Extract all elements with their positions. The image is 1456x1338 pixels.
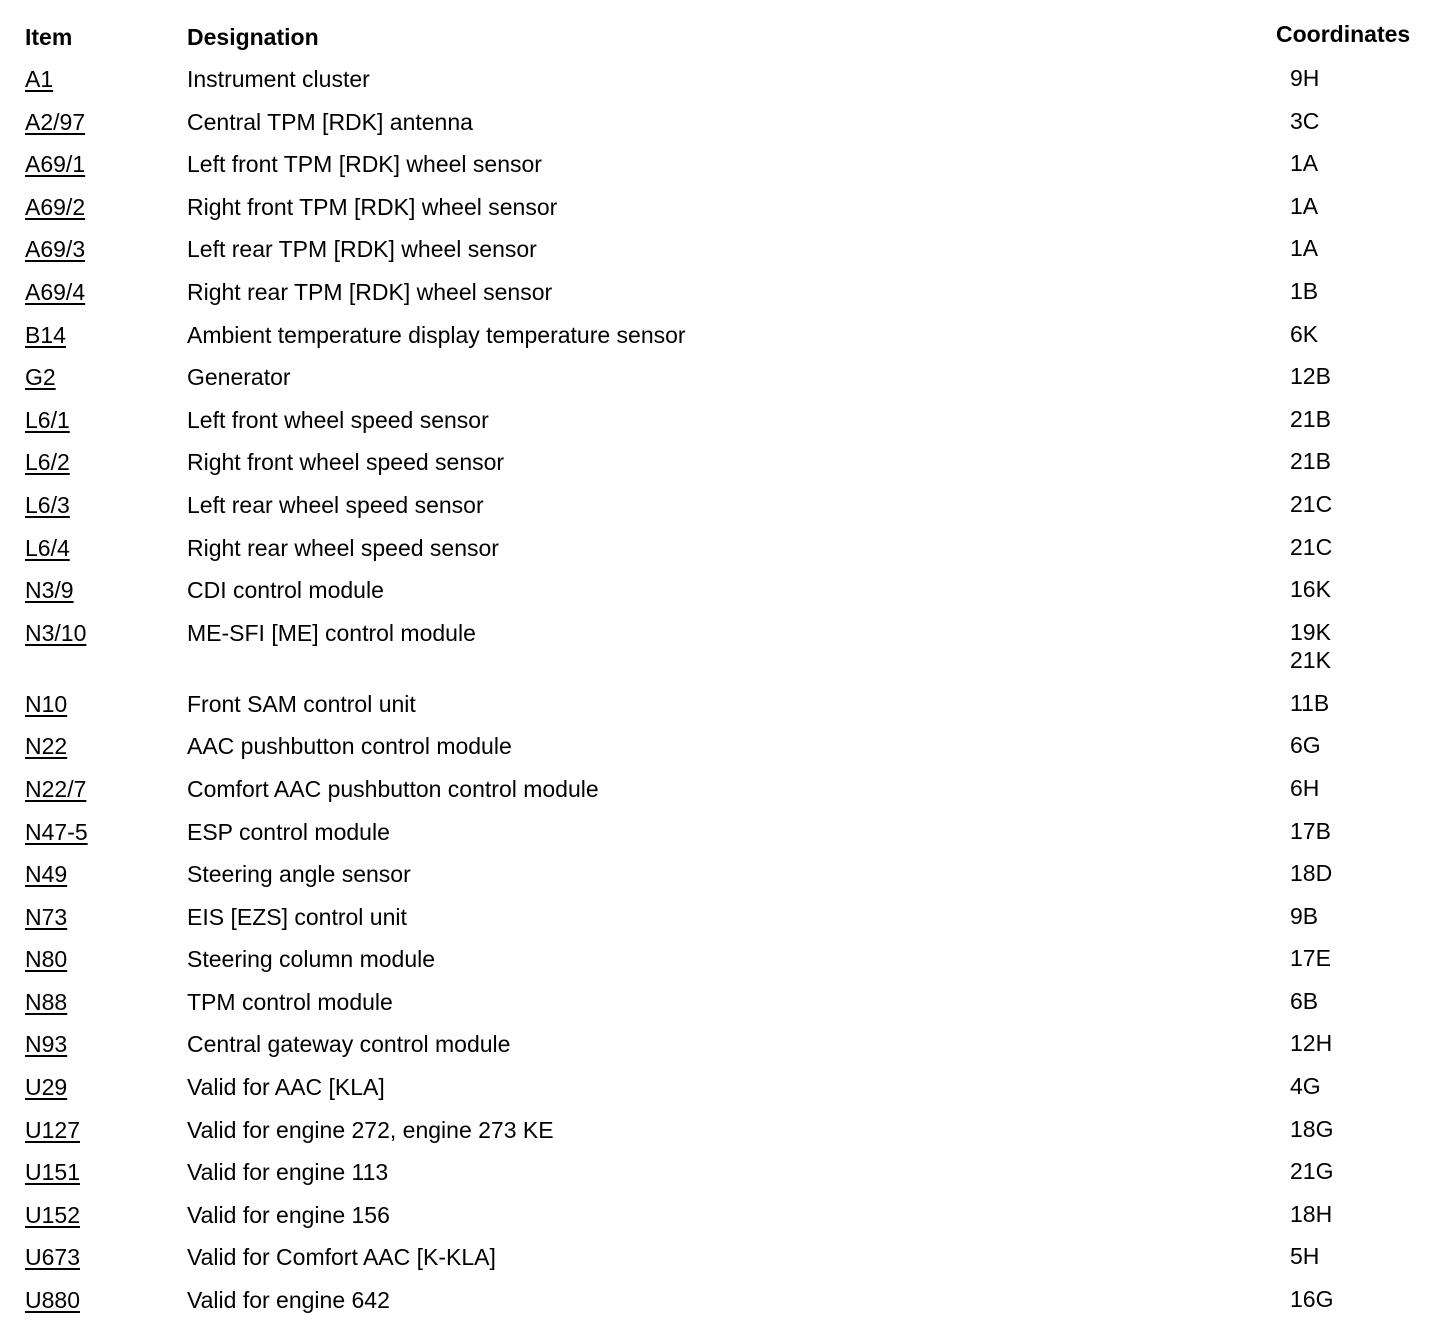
coordinates-cell [1290, 987, 1318, 1015]
coordinates-cell [1290, 234, 1318, 262]
coordinate-value: 19K [1290, 618, 1331, 645]
designation-text: EIS [EZS] control unit [187, 903, 407, 930]
coordinates-cell [1290, 447, 1331, 475]
designation-text: Central TPM [RDK] antenna [187, 108, 473, 135]
coordinates-cell [1290, 902, 1318, 930]
table-row [0, 277, 1456, 320]
coordinate-value: 1B [1290, 277, 1319, 304]
item-link[interactable]: N88 [25, 988, 68, 1015]
table-row [0, 1285, 1456, 1328]
coordinates-cell [1290, 944, 1331, 972]
coordinate-value: 12B [1290, 363, 1331, 390]
coordinates-cell [1290, 149, 1318, 177]
coordinate-value: 6H [1290, 774, 1320, 801]
item-link[interactable]: N22/7 [25, 775, 87, 802]
column-header-designation: Designation [187, 24, 319, 50]
coordinate-value: 18G [1290, 1115, 1334, 1142]
designation-text: Right front wheel speed sensor [187, 449, 505, 476]
coordinates-cell [1290, 689, 1329, 717]
coordinates-cell [1290, 107, 1319, 135]
component-table-body [0, 64, 1456, 1328]
designation-text: Central gateway control module [187, 1031, 511, 1058]
table-row [0, 1200, 1456, 1243]
item-link[interactable]: A69/2 [25, 193, 86, 220]
item-link[interactable]: U152 [25, 1201, 80, 1228]
coordinate-value: 6K [1290, 320, 1319, 347]
coordinate-value: 1A [1290, 192, 1319, 219]
designation-text: Steering angle sensor [187, 861, 411, 888]
table-row [0, 731, 1456, 774]
item-link[interactable]: A69/4 [25, 278, 86, 305]
table-row [0, 1029, 1456, 1072]
designation-text: Valid for engine 113 [187, 1159, 389, 1186]
table-row [0, 1115, 1456, 1158]
coordinate-value: 11B [1290, 689, 1330, 716]
coordinate-value: 21C [1290, 533, 1333, 560]
table-row [0, 234, 1456, 277]
coordinates-cell [1290, 1157, 1333, 1185]
table-row [0, 320, 1456, 363]
designation-text: Left front wheel speed sensor [187, 406, 489, 433]
designation-text: TPM control module [187, 988, 393, 1015]
table-row [0, 1157, 1456, 1200]
item-link[interactable]: U127 [25, 1116, 80, 1143]
item-link[interactable]: L6/2 [25, 449, 70, 476]
item-link[interactable]: N3/9 [25, 577, 74, 604]
designation-text: Right rear wheel speed sensor [187, 534, 499, 561]
coordinate-value: 12H [1290, 1030, 1333, 1057]
table-row [0, 149, 1456, 192]
table-row [0, 774, 1456, 817]
table-row [0, 859, 1456, 902]
designation-text: ESP control module [187, 818, 390, 845]
item-link[interactable]: L6/4 [25, 534, 70, 561]
table-row [0, 405, 1456, 448]
coordinate-value: 21K [1290, 646, 1331, 673]
table-row [0, 902, 1456, 945]
item-link[interactable]: L6/1 [25, 406, 70, 433]
coordinates-cell [1290, 1242, 1319, 1270]
table-row [0, 817, 1456, 860]
table-row [0, 107, 1456, 150]
item-link[interactable]: U880 [25, 1287, 80, 1314]
coordinate-value: 3C [1290, 107, 1320, 134]
item-link[interactable]: N80 [25, 946, 68, 973]
coordinates-cell [1290, 774, 1319, 802]
coordinate-value: 16G [1290, 1286, 1334, 1313]
coordinates-cell [1290, 64, 1319, 92]
coordinates-cell [1290, 1029, 1332, 1057]
item-link[interactable]: N10 [25, 690, 68, 717]
coordinate-value: 1A [1290, 150, 1319, 177]
table-row [0, 533, 1456, 576]
coordinate-value: 9H [1290, 65, 1320, 91]
coordinate-value: 9B [1290, 902, 1319, 929]
table-row [0, 575, 1456, 618]
coordinate-value: 21G [1290, 1158, 1334, 1185]
designation-text: Valid for Comfort AAC [K-KLA] [187, 1244, 496, 1271]
item-link[interactable]: N49 [25, 861, 68, 888]
table-row [0, 1072, 1456, 1115]
table-row [0, 987, 1456, 1030]
item-link[interactable]: N47-5 [25, 818, 88, 845]
item-link[interactable]: N22 [25, 733, 68, 760]
table-row [0, 447, 1456, 490]
coordinates-cell [1290, 575, 1331, 603]
item-link[interactable]: A1 [25, 66, 54, 92]
designation-text: Right front TPM [RDK] wheel sensor [187, 193, 558, 220]
coordinates-cell [1290, 405, 1331, 433]
designation-text: Ambient temperature display temperature sensor [187, 321, 686, 348]
coordinate-value: 21C [1290, 490, 1333, 517]
table-row [0, 362, 1456, 405]
designation-text: Right rear TPM [RDK] wheel sensor [187, 278, 553, 305]
designation-text: Left rear wheel speed sensor [187, 491, 484, 518]
coordinate-value: 21B [1290, 448, 1331, 475]
coordinates-cell [1290, 1072, 1321, 1100]
designation-text: Valid for AAC [KLA] [187, 1074, 385, 1101]
coordinate-value: 4G [1290, 1073, 1321, 1100]
column-header-coordinates: Coordinates [1276, 21, 1411, 47]
item-link[interactable]: U151 [25, 1159, 80, 1186]
designation-text: Valid for engine 156 [187, 1201, 390, 1228]
designation-text: Comfort AAC pushbutton control module [187, 775, 599, 802]
designation-text: CDI control module [187, 577, 384, 604]
coordinate-value: 17B [1290, 817, 1331, 844]
designation-text: Valid for engine 642 [187, 1287, 390, 1314]
coordinates-cell [1290, 1115, 1333, 1143]
table-row [0, 64, 1456, 107]
coordinates-cell [1290, 533, 1332, 561]
coordinates-cell [1290, 362, 1331, 390]
coordinate-value: 1A [1290, 235, 1319, 262]
item-link[interactable]: N73 [25, 903, 68, 930]
coordinate-value: 5H [1290, 1243, 1320, 1270]
coordinates-cell [1290, 192, 1318, 220]
coordinates-cell [1290, 1200, 1332, 1228]
coordinates-cell [1290, 731, 1321, 759]
table-row [0, 689, 1456, 732]
coordinates-cell [1290, 1285, 1333, 1313]
item-link[interactable]: A69/3 [25, 236, 86, 263]
coordinates-cell [1290, 618, 1331, 674]
item-link[interactable]: A2/97 [25, 108, 86, 135]
table-row [0, 192, 1456, 235]
item-link[interactable]: L6/3 [25, 491, 70, 518]
table-row [0, 618, 1456, 689]
item-link[interactable]: B14 [25, 321, 66, 348]
designation-text: Front SAM control unit [187, 690, 416, 717]
item-link[interactable]: N3/10 [25, 619, 87, 646]
coordinates-cell [1290, 277, 1318, 305]
item-link[interactable]: N93 [25, 1031, 68, 1058]
designation-text: Generator [187, 364, 291, 391]
coordinate-value: 18D [1290, 860, 1333, 887]
table-row [0, 490, 1456, 533]
coordinate-value: 16K [1290, 576, 1331, 603]
coordinates-cell [1290, 320, 1318, 348]
item-link[interactable]: G2 [25, 364, 56, 391]
item-link[interactable]: U673 [25, 1244, 80, 1271]
designation-text: AAC pushbutton control module [187, 733, 512, 760]
coordinate-value: 17E [1290, 945, 1331, 972]
designation-text: Left rear TPM [RDK] wheel sensor [187, 236, 537, 263]
designation-text: Left front TPM [RDK] wheel sensor [187, 151, 542, 178]
coordinates-cell [1290, 490, 1332, 518]
coordinate-value: 6G [1290, 732, 1321, 759]
designation-text: Steering column module [187, 946, 436, 973]
coordinate-value: 21B [1290, 405, 1331, 432]
column-header-item: Item [25, 24, 73, 50]
table-row [0, 1242, 1456, 1285]
coordinates-cell [1290, 859, 1332, 887]
coordinate-value: 6B [1290, 987, 1319, 1014]
coordinate-value: 18H [1290, 1200, 1333, 1227]
designation-text: ME-SFI [ME] control module [187, 619, 476, 646]
designation-text: Instrument cluster [187, 66, 370, 92]
designation-text: Valid for engine 272, engine 273 KE [187, 1116, 554, 1143]
coordinates-cell [1290, 817, 1331, 845]
item-link[interactable]: A69/1 [25, 151, 86, 178]
table-row [0, 944, 1456, 987]
item-link[interactable]: U29 [25, 1074, 68, 1101]
